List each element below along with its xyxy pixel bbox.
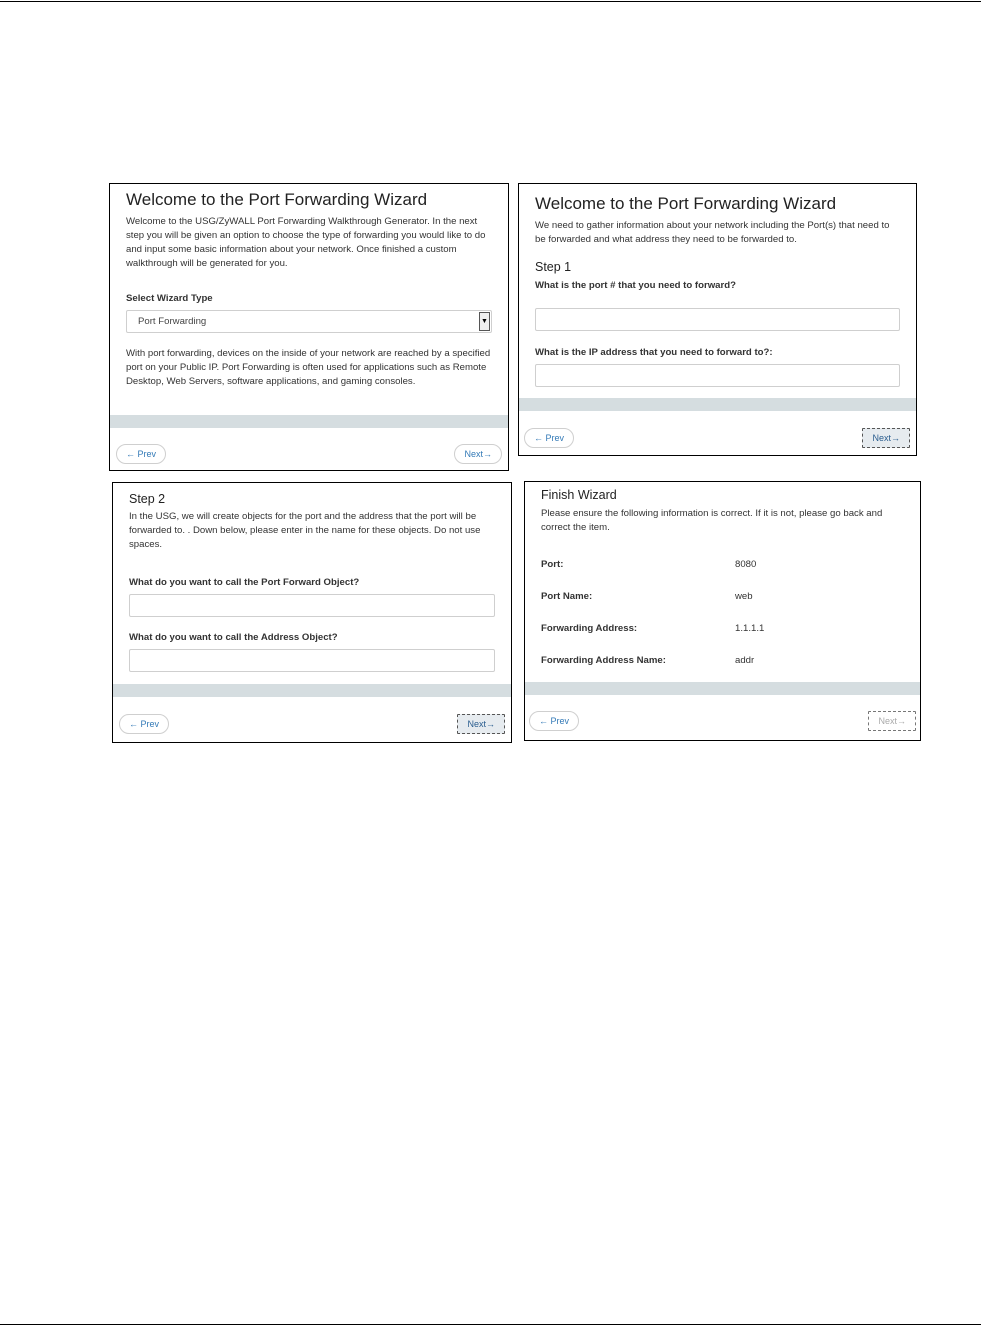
summary-label: Forwarding Address Name: [541,655,666,666]
summary-label: Port: [541,559,564,570]
wizard-type-select[interactable] [126,310,492,333]
wizard-type-selected-value: Port Forwarding [138,316,207,327]
wizard-panel-step-2 [112,482,512,743]
footer-divider-band [113,684,511,697]
prev-button[interactable]: ← Prev [524,428,574,448]
intro-text: Welcome to the USG/ZyWALL Port Forwarding Walkthrough Generator. In the next step you will be given an option to choose the type of forwarding you would like to do and input some basic information about your network. Once finished a custom walkthrough will be generated for you. [126,216,486,269]
prev-button[interactable]: ← Prev [119,714,169,734]
summary-value: addr [735,655,755,666]
next-button[interactable]: Next→ [862,428,910,448]
finish-title: Finish Wizard [541,488,617,502]
wizard-panel-welcome [109,183,509,471]
footer-divider-band [525,682,920,695]
prev-button[interactable]: ← Prev [116,444,166,464]
summary-value: web [735,591,753,602]
ip-address-input[interactable] [535,364,900,387]
intro-text: Please ensure the following information is correct. If it is not, please go back and correct the item. [541,508,883,533]
page-top-rule [0,1,981,2]
footer-divider-band [519,398,916,411]
page-bottom-rule [0,1324,981,1325]
panel-title: Welcome to the Port Forwarding Wizard [126,190,428,209]
summary-label: Forwarding Address: [541,623,638,634]
port-forward-object-label: What do you want to call the Port Forward Object? [129,577,360,588]
summary-value: 8080 [735,559,757,570]
description-text: With port forwarding, devices on the inside of your network are reached by a specified port on your Public IP. Port Forwarding is often used for applications such as Remote Desktop, Web Servers, software applications, and gaming consoles. [126,348,491,387]
select-wizard-type-label: Select Wizard Type [126,293,213,304]
footer-divider-band [110,415,508,428]
port-forward-object-input[interactable] [129,594,495,617]
port-question-label: What is the port # that you need to forward? [535,280,736,291]
summary-label: Port Name: [541,591,593,602]
step-heading: Step 2 [129,492,166,506]
step-heading: Step 1 [535,260,572,274]
wizard-panel-finish [524,481,921,741]
chevron-down-icon[interactable]: ▼ [479,312,490,331]
summary-value: 1.1.1.1 [735,623,765,634]
port-number-input[interactable] [535,308,900,331]
panel-title: Welcome to the Port Forwarding Wizard [535,194,837,213]
next-button[interactable]: Next→ [868,711,916,731]
next-button[interactable]: Next→ [454,444,502,464]
address-object-label: What do you want to call the Address Object? [129,632,338,643]
address-object-input[interactable] [129,649,495,672]
wizard-panel-step-1 [518,183,917,456]
intro-text: We need to gather information about your network including the Port(s) that need to be forwarded and what address they need to be forwarded to. [535,220,890,245]
next-button[interactable]: Next→ [457,714,505,734]
intro-text: In the USG, we will create objects for the port and the address that the port will be forwarded to. . Down below, please enter in the name for these objects. Do not use spaces. [129,511,481,550]
ip-address-question-label: What is the IP address that you need to forward to?: [535,347,773,358]
prev-button[interactable]: ← Prev [529,711,579,731]
